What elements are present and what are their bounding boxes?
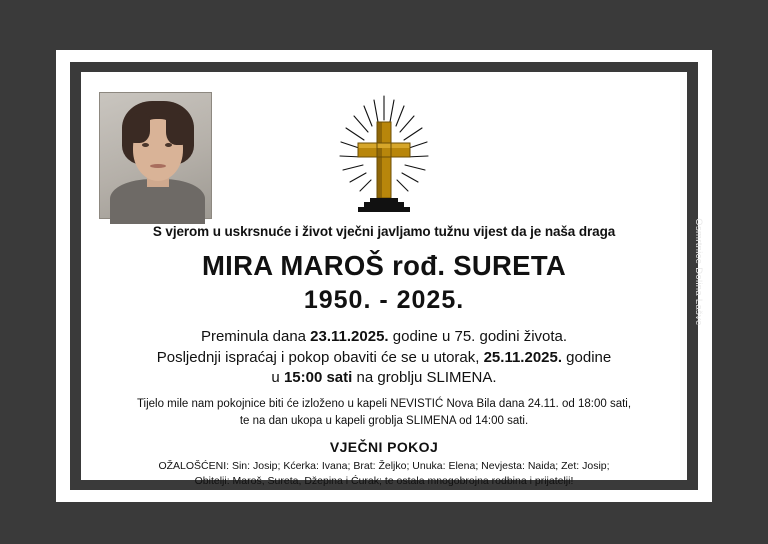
chapel-line-2: te na dan ukopa u kapeli groblja SLIMENA od 14:00 sati. <box>239 414 529 427</box>
mourners-label: OŽALOŠĆENI: <box>158 459 230 472</box>
life-years: 1950. - 2025. <box>303 286 465 315</box>
intro-line: S vjerom u uskrsnuće i život vječni javljamo tužnu vijest da je naša draga <box>152 224 616 239</box>
photo-eye-left <box>142 143 149 147</box>
funeral-line-pre: Posljednji ispraćaj i pokop obaviti će se u utorak, <box>156 348 484 366</box>
cross-with-rays-icon <box>320 90 448 218</box>
death-date: 23.11.2025. <box>310 328 389 346</box>
funeral-time: 15:00 sati <box>283 368 353 386</box>
death-line-post: godine u 75. godini života. <box>388 328 568 346</box>
time-line-pre: u <box>271 368 284 386</box>
deceased-name: MIRA MAROŠ rođ. SURETA <box>201 250 567 281</box>
portrait-photo <box>99 92 212 219</box>
side-credit-text: Osmrtnice Dolina Lašve <box>692 218 704 326</box>
death-line <box>95 327 673 347</box>
photo-hair-left <box>124 113 150 143</box>
obituary-mid-border <box>70 62 698 490</box>
obituary-card <box>81 72 687 488</box>
obituary-outer-frame <box>56 50 712 502</box>
mourners-line-2: Obitelji: Maroš, Sureta, Džepina i Ćurak; te ostala mnogobrojna rodbina i prijatelji! <box>194 475 574 488</box>
mourners-line-1 <box>95 459 673 475</box>
funeral-date: 25.11.2025. <box>483 348 563 366</box>
funeral-time-line <box>95 368 673 388</box>
mourners-names-1: Sin: Josip; Kćerka: Ivana; Brat: Željko; Unuka: Elena; Nevjesta: Naida; Zet: Josip; <box>229 459 610 472</box>
photo-eye-right <box>165 143 172 147</box>
obituary-text <box>81 224 687 490</box>
rest-in-peace: VJEČNI POKOJ <box>329 438 439 455</box>
chapel-line-1: Tijelo mile nam pokojnice biti će izloženo u kapeli NEVISTIĆ Nova Bila dana 24.11. od 18:00 sati, <box>136 398 632 411</box>
time-line-post: na groblju SLIMENA. <box>352 368 497 386</box>
funeral-line-post: godine <box>562 348 612 366</box>
death-line-pre: Preminula dana <box>200 328 311 346</box>
funeral-line <box>95 348 673 368</box>
photo-mouth <box>150 164 166 168</box>
